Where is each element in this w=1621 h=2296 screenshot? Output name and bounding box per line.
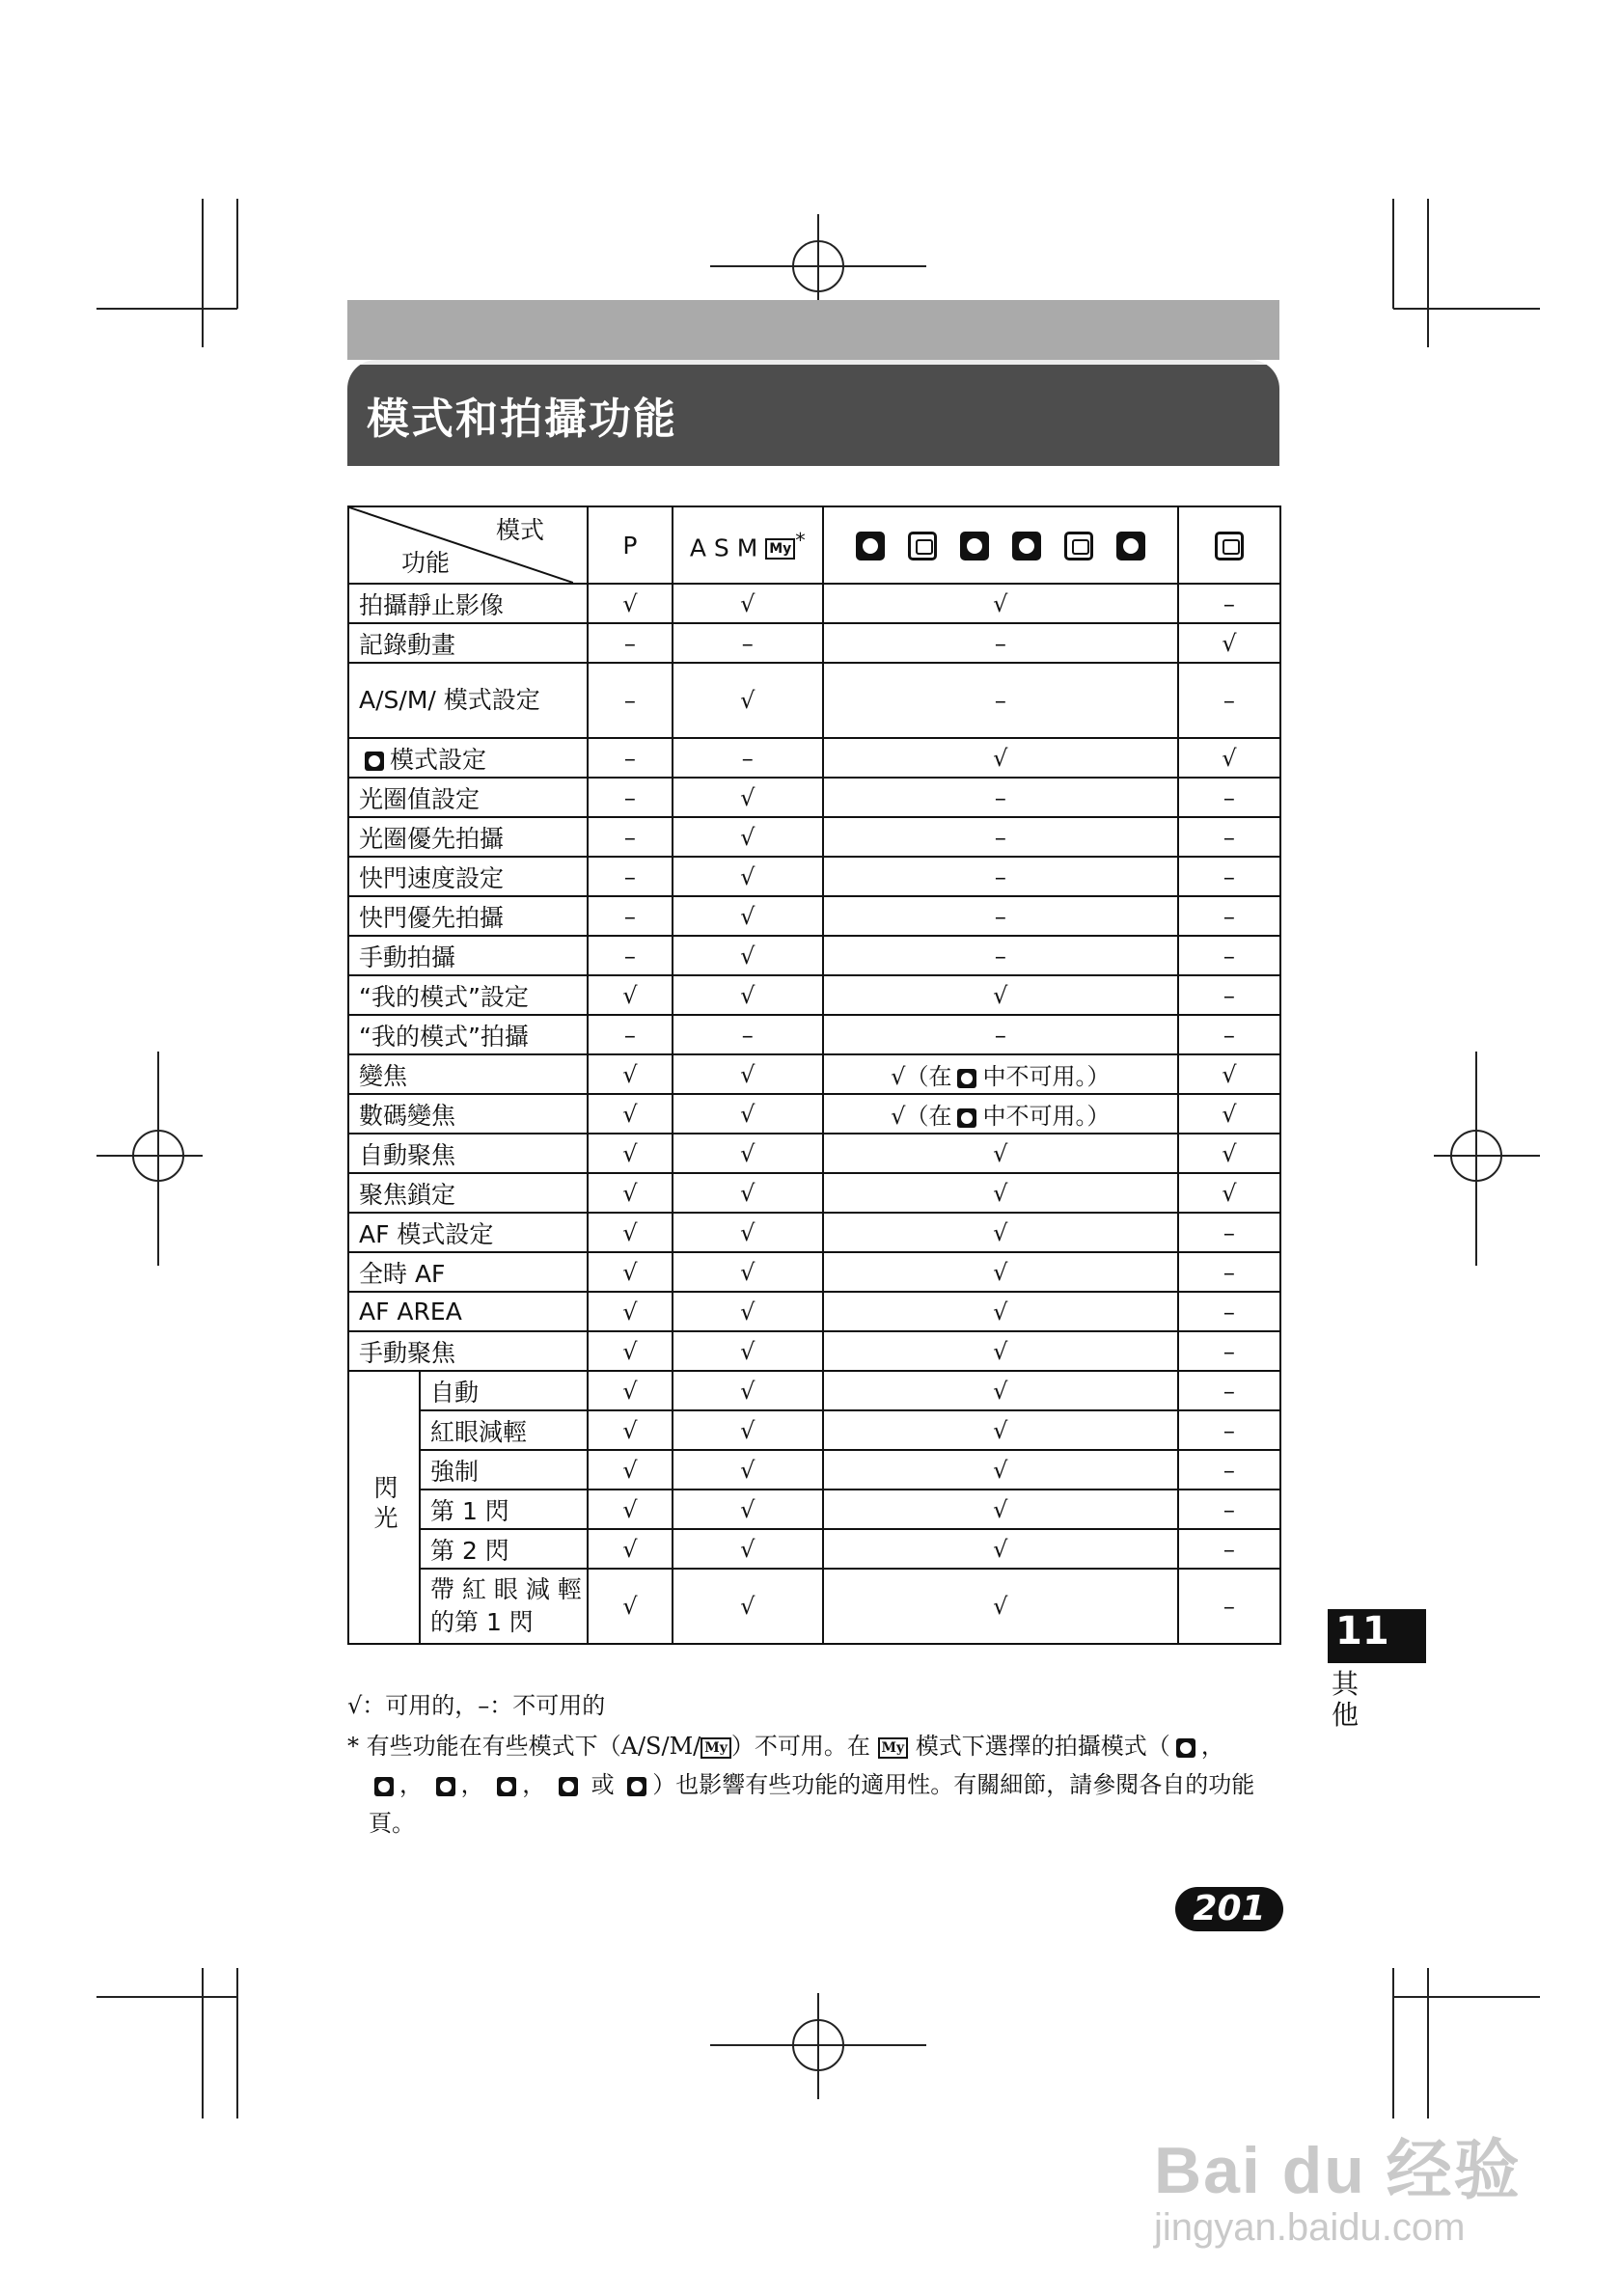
table-row	[348, 1252, 1280, 1292]
landscape-portrait-icon	[1012, 532, 1041, 560]
asm-cell: √	[673, 778, 823, 817]
function-cell	[420, 1569, 588, 1644]
asm-cell: –	[673, 1015, 823, 1054]
p-cell: –	[588, 623, 673, 663]
asm-cell: √	[673, 975, 823, 1015]
scene-cell	[823, 1094, 1178, 1134]
scene-note-pre: √（在	[891, 1063, 952, 1090]
table-row	[348, 623, 1280, 663]
function-cell: 變焦	[348, 1054, 588, 1094]
p-cell: √	[588, 1094, 673, 1134]
landscape-portrait-icon	[497, 1777, 516, 1796]
function-cell: “我的模式”設定	[348, 975, 588, 1015]
p-cell: –	[588, 896, 673, 936]
footnote-text-1: 有些功能在有些模式下（A/S/M/	[366, 1733, 701, 1760]
movie-cell: –	[1178, 1450, 1280, 1490]
chapter-number: 11	[1335, 1609, 1389, 1654]
p-cell: √	[588, 1371, 673, 1410]
table-header-row	[348, 506, 1280, 584]
footnote-or: 或	[591, 1771, 615, 1798]
asm-cell: √	[673, 817, 823, 857]
function-cell: 第 1 閃	[420, 1490, 588, 1529]
movie-cell: –	[1178, 584, 1280, 623]
mode-function-table	[347, 506, 1281, 1645]
movie-icon	[1215, 532, 1244, 560]
table-row	[348, 584, 1280, 623]
movie-cell: –	[1178, 1292, 1280, 1331]
header-col-movie	[1178, 506, 1280, 584]
p-cell: –	[588, 778, 673, 817]
p-cell: –	[588, 857, 673, 896]
portrait-icon	[957, 1108, 976, 1128]
p-cell: √	[588, 584, 673, 623]
footnote-text-4: ）也影響有些功能的適用性。有關細節，請參閱各自的功能	[652, 1771, 1255, 1798]
scene-cell: √	[823, 1529, 1178, 1569]
p-cell: –	[588, 663, 673, 738]
table-row	[348, 1054, 1280, 1094]
movie-cell: –	[1178, 817, 1280, 857]
function-cell: 聚焦鎖定	[348, 1173, 588, 1213]
scene-cell: –	[823, 936, 1178, 975]
table-row	[348, 896, 1280, 936]
movie-cell: –	[1178, 1015, 1280, 1054]
movie-cell: –	[1178, 896, 1280, 936]
movie-cell: –	[1178, 857, 1280, 896]
p-cell: √	[588, 1292, 673, 1331]
my-mode-icon: My	[878, 1737, 909, 1759]
asm-cell: √	[673, 1213, 823, 1252]
p-cell: √	[588, 1213, 673, 1252]
function-cell	[348, 738, 588, 778]
header-col-asm	[673, 506, 823, 584]
scene-cell: –	[823, 857, 1178, 896]
header-col-p: P	[588, 506, 673, 584]
scene-cell: √	[823, 1134, 1178, 1173]
function-cell: 手動聚焦	[348, 1331, 588, 1371]
my-mode-icon: My	[765, 538, 795, 560]
flash-group-label: 閃光	[371, 1474, 398, 1535]
p-cell: √	[588, 1331, 673, 1371]
table-row	[348, 1292, 1280, 1331]
function-cell: AF 模式設定	[348, 1213, 588, 1252]
asm-cell: –	[673, 623, 823, 663]
movie-cell: √	[1178, 1134, 1280, 1173]
function-text: 帶 紅 眼 減 輕 的第 1 閃	[430, 1575, 582, 1636]
movie-cell: √	[1178, 623, 1280, 663]
my-mode-icon: My	[701, 1737, 731, 1759]
watermark	[1154, 2118, 1559, 2250]
scene-cell: √	[823, 1410, 1178, 1450]
scene-note-post: 中不可用。）	[982, 1103, 1111, 1130]
p-cell: –	[588, 936, 673, 975]
table-row	[348, 663, 1280, 738]
movie-cell: –	[1178, 1252, 1280, 1292]
p-cell: √	[588, 1134, 673, 1173]
footnote	[347, 1727, 1293, 1843]
footnote-sep: ，	[460, 1771, 484, 1798]
asm-cell: √	[673, 1134, 823, 1173]
table-row	[348, 1450, 1280, 1490]
scene-cell: √	[823, 1490, 1178, 1529]
table-row	[348, 1331, 1280, 1371]
movie-cell: –	[1178, 975, 1280, 1015]
asm-cell: √	[673, 584, 823, 623]
self-portrait-icon	[559, 1777, 578, 1796]
table-row	[348, 1213, 1280, 1252]
asm-cell: √	[673, 1569, 823, 1644]
scene-cell: √	[823, 584, 1178, 623]
movie-cell: –	[1178, 1410, 1280, 1450]
scene-cell: –	[823, 663, 1178, 738]
function-cell: 數碼變焦	[348, 1094, 588, 1134]
sport-icon	[1064, 532, 1093, 560]
self-portrait-icon	[1116, 532, 1145, 560]
page-number: 201	[1175, 1887, 1283, 1931]
p-cell: –	[588, 817, 673, 857]
movie-cell: √	[1178, 1054, 1280, 1094]
table-row	[348, 1015, 1280, 1054]
flash-group-cell	[348, 1371, 420, 1644]
movie-cell: –	[1178, 778, 1280, 817]
portrait-icon	[957, 1069, 976, 1088]
p-cell: –	[588, 738, 673, 778]
landscape-icon	[960, 532, 989, 560]
function-cell: 第 2 閃	[420, 1529, 588, 1569]
legend-note: √：可用的，–：不可用的	[347, 1692, 606, 1719]
header-function-label: 功能	[401, 549, 451, 577]
function-cell: 快門優先拍攝	[348, 896, 588, 936]
asm-cell: √	[673, 1529, 823, 1569]
footnote-sep: ，	[522, 1771, 546, 1798]
header-band-top	[347, 300, 1279, 360]
movie-cell: –	[1178, 1371, 1280, 1410]
portrait-icon	[856, 532, 885, 560]
table-row	[348, 778, 1280, 817]
table-row	[348, 1094, 1280, 1134]
table-row	[348, 1569, 1280, 1644]
p-cell: √	[588, 1569, 673, 1644]
function-cell: 強制	[420, 1450, 588, 1490]
night-scene-icon	[908, 532, 937, 560]
table-row	[348, 1134, 1280, 1173]
table-row	[348, 975, 1280, 1015]
scene-cell: √	[823, 1292, 1178, 1331]
asm-cell: √	[673, 1371, 823, 1410]
asm-cell: √	[673, 896, 823, 936]
asm-cell: √	[673, 663, 823, 738]
scene-cell: √	[823, 1450, 1178, 1490]
asm-cell: √	[673, 1173, 823, 1213]
table-row	[348, 817, 1280, 857]
footnote-text-3: 模式下選擇的拍攝模式（	[915, 1733, 1170, 1760]
asm-cell: √	[673, 936, 823, 975]
movie-cell: √	[1178, 738, 1280, 778]
p-cell: √	[588, 1490, 673, 1529]
movie-cell: –	[1178, 1490, 1280, 1529]
function-cell: 紅眼減輕	[420, 1410, 588, 1450]
table-row	[348, 1173, 1280, 1213]
asm-cell: √	[673, 1054, 823, 1094]
landscape-icon	[436, 1777, 455, 1796]
header-col-scene	[823, 506, 1178, 584]
asm-cell: √	[673, 1292, 823, 1331]
table-row	[348, 1410, 1280, 1450]
scene-cell: √	[823, 738, 1178, 778]
asm-cell: √	[673, 1490, 823, 1529]
p-cell: √	[588, 1529, 673, 1569]
scene-cell: –	[823, 778, 1178, 817]
table-row	[348, 1371, 1280, 1410]
asm-cell: √	[673, 1252, 823, 1292]
scene-cell: √	[823, 1569, 1178, 1644]
chapter-label: 其他	[1332, 1668, 1360, 1731]
footnote-sep: ，	[399, 1771, 423, 1798]
p-cell: √	[588, 1450, 673, 1490]
function-cell: 拍攝靜止影像	[348, 584, 588, 623]
asm-cell: –	[673, 738, 823, 778]
movie-cell: –	[1178, 1213, 1280, 1252]
footnote-star: *	[347, 1733, 359, 1760]
footnote-sep: ，	[1200, 1733, 1224, 1760]
scene-cell: √	[823, 1213, 1178, 1252]
asm-cell: √	[673, 1094, 823, 1134]
p-cell: –	[588, 1015, 673, 1054]
page-title: 模式和拍攝功能	[367, 395, 677, 444]
scene-cell: –	[823, 896, 1178, 936]
function-cell: AF AREA	[348, 1292, 588, 1331]
function-text: 模式設定	[390, 745, 487, 774]
p-cell: √	[588, 1410, 673, 1450]
watermark-url: jingyan.baidu.com	[1154, 2206, 1466, 2249]
header-corner-cell	[349, 507, 587, 583]
p-cell: √	[588, 1252, 673, 1292]
header-col-asm-label: A S M	[689, 533, 758, 562]
asm-cell: √	[673, 1331, 823, 1371]
header-mode-label: 模式	[496, 516, 545, 544]
function-cell: 記錄動畫	[348, 623, 588, 663]
scene-note-pre: √（在	[891, 1103, 952, 1130]
movie-cell: –	[1178, 1569, 1280, 1644]
scene-cell: √	[823, 975, 1178, 1015]
function-text: A/S/M/ 模式設定	[359, 686, 540, 714]
sport-icon	[627, 1777, 646, 1796]
movie-cell: –	[1178, 1529, 1280, 1569]
asm-cell: √	[673, 857, 823, 896]
scene-cell: √	[823, 1252, 1178, 1292]
function-cell	[348, 663, 588, 738]
watermark-logo: Bai du 经验	[1154, 2134, 1522, 2207]
function-cell: 光圈優先拍攝	[348, 817, 588, 857]
movie-cell: √	[1178, 1173, 1280, 1213]
movie-cell: –	[1178, 1331, 1280, 1371]
table-row	[348, 738, 1280, 778]
asm-cell: √	[673, 1410, 823, 1450]
table-row	[348, 936, 1280, 975]
p-cell: √	[588, 1173, 673, 1213]
scene-cell: –	[823, 623, 1178, 663]
scene-note-post: 中不可用。）	[982, 1063, 1111, 1090]
function-cell: 自動	[420, 1371, 588, 1410]
function-cell: 光圈值設定	[348, 778, 588, 817]
p-cell: √	[588, 975, 673, 1015]
scene-cell: √	[823, 1173, 1178, 1213]
footnote-text-2: ）不可用。在	[730, 1733, 870, 1760]
movie-cell: –	[1178, 663, 1280, 738]
night-scene-icon	[374, 1777, 394, 1796]
function-cell: 手動拍攝	[348, 936, 588, 975]
table-row	[348, 1529, 1280, 1569]
movie-cell: –	[1178, 936, 1280, 975]
scene-cell	[823, 1054, 1178, 1094]
header-star: *	[795, 528, 806, 552]
scene-mode-icon	[365, 752, 384, 771]
asm-cell: √	[673, 1450, 823, 1490]
footnote-text-5: 頁。	[369, 1810, 415, 1837]
function-cell: 自動聚焦	[348, 1134, 588, 1173]
table-row	[348, 1490, 1280, 1529]
p-cell: √	[588, 1054, 673, 1094]
table-row	[348, 857, 1280, 896]
function-cell: 全時 AF	[348, 1252, 588, 1292]
function-cell: “我的模式”拍攝	[348, 1015, 588, 1054]
scene-cell: √	[823, 1371, 1178, 1410]
scene-cell: –	[823, 1015, 1178, 1054]
scene-cell: –	[823, 817, 1178, 857]
movie-cell: √	[1178, 1094, 1280, 1134]
function-cell: 快門速度設定	[348, 857, 588, 896]
portrait-icon	[1176, 1738, 1195, 1758]
scene-cell: √	[823, 1331, 1178, 1371]
